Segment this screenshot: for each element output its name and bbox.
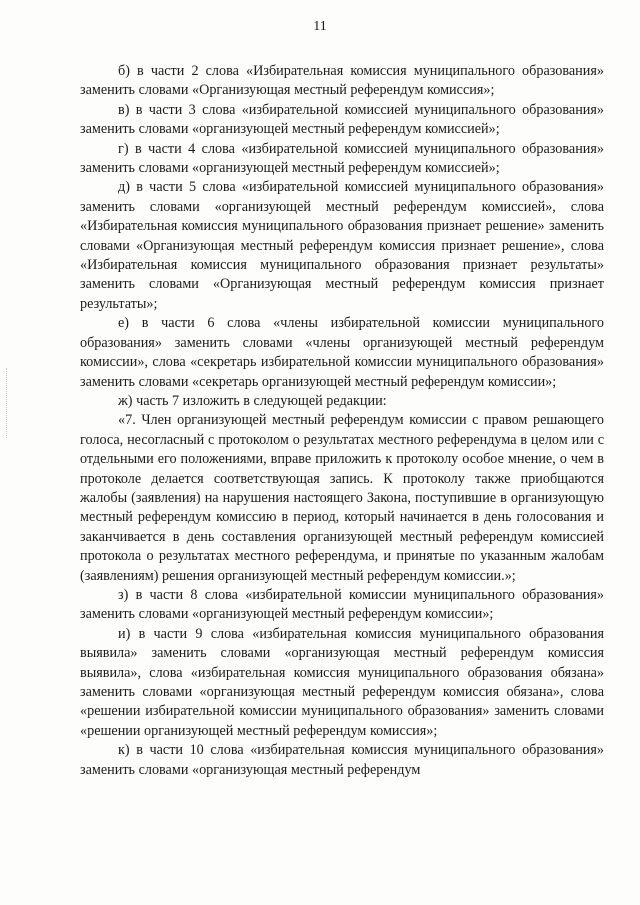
paragraph-e: е) в части 6 слова «члены избирательной комиссии муниципального образования» заменить словами «члены организующей местный референдум комиссии», слова «секретарь избирательной комиссии муниципального образования» заменить словами «секретарь организующей местный референдум комиссии»;	[80, 315, 604, 390]
paragraph-part-7-text: «7. Член организующей местный референдум комиссии с правом решающего голоса, несогласный с протоколом о результатах местного референдума в целом или с отдельными его положениями, вправе приложить к протоколу особое мнение, о чем в протоколе делается соответствующая запись. К протоколу также приобщаются жалобы (заявления) на нарушения настоящего Закона, поступившие в организующую местный референдум комиссию в период, который начинается в день голосования и заканчивается в день составления организующей местный референдум комиссией протокола о результатах местного референдума, и принятые по указанным жалобам (заявлениям) решения организующей местный референдум комиссии.»;	[80, 412, 604, 584]
page-number: 11	[313, 19, 327, 34]
paragraph-d: д) в части 5 слова «избирательной комиссией муниципального образования» заменить словами «организующей местный референдум комиссией», слова «Избирательная комиссия муниципального образования признает решение» заменить словами «Организующая местный референдум комиссия признает решение», слова «Избирательная комиссия муниципального образования признает результаты» заменить словами «Организующая местный референдум комиссия признает результаты»;	[80, 179, 604, 312]
paragraph-i: и) в части 9 слова «избирательная комиссия муниципального образования выявила» заменить словами «организующая местный референдум комиссия выявила», слова «избирательная комиссия муниципального образования обязана» заменить словами «организующая местный референдум комиссия обязана», слова «решении избирательной комиссии муниципального образования» заменить словами «решении организующей местный референдум комиссия»;	[80, 625, 604, 739]
margin-scan-mark	[6, 368, 9, 438]
paragraph-k: к) в части 10 слова «избирательная комиссия муниципального образования» заменить словами «организующая местный референдум	[80, 742, 604, 778]
paragraph-b: б) в части 2 слова «Избирательная комиссия муниципального образования» заменить словами «Организующая местный референдум комиссия»;	[80, 63, 604, 99]
paragraph-g: г) в части 4 слова «избирательной комиссией муниципального образования» заменить словами «организующей местный референдум комиссией»;	[80, 140, 604, 177]
paragraph-zh: ж) часть 7 изложить в следующей редакции:	[118, 392, 387, 409]
paragraph-z: з) в части 8 слова «избирательной комиссии муниципального образования» заменить словами «организующей местный референдум комиссии»;	[80, 586, 604, 623]
paragraph-v: в) в части 3 слова «избирательной комиссией муниципального образования» заменить словами «организующей местный референдум комиссией»;	[80, 101, 604, 138]
document-body	[80, 62, 604, 780]
